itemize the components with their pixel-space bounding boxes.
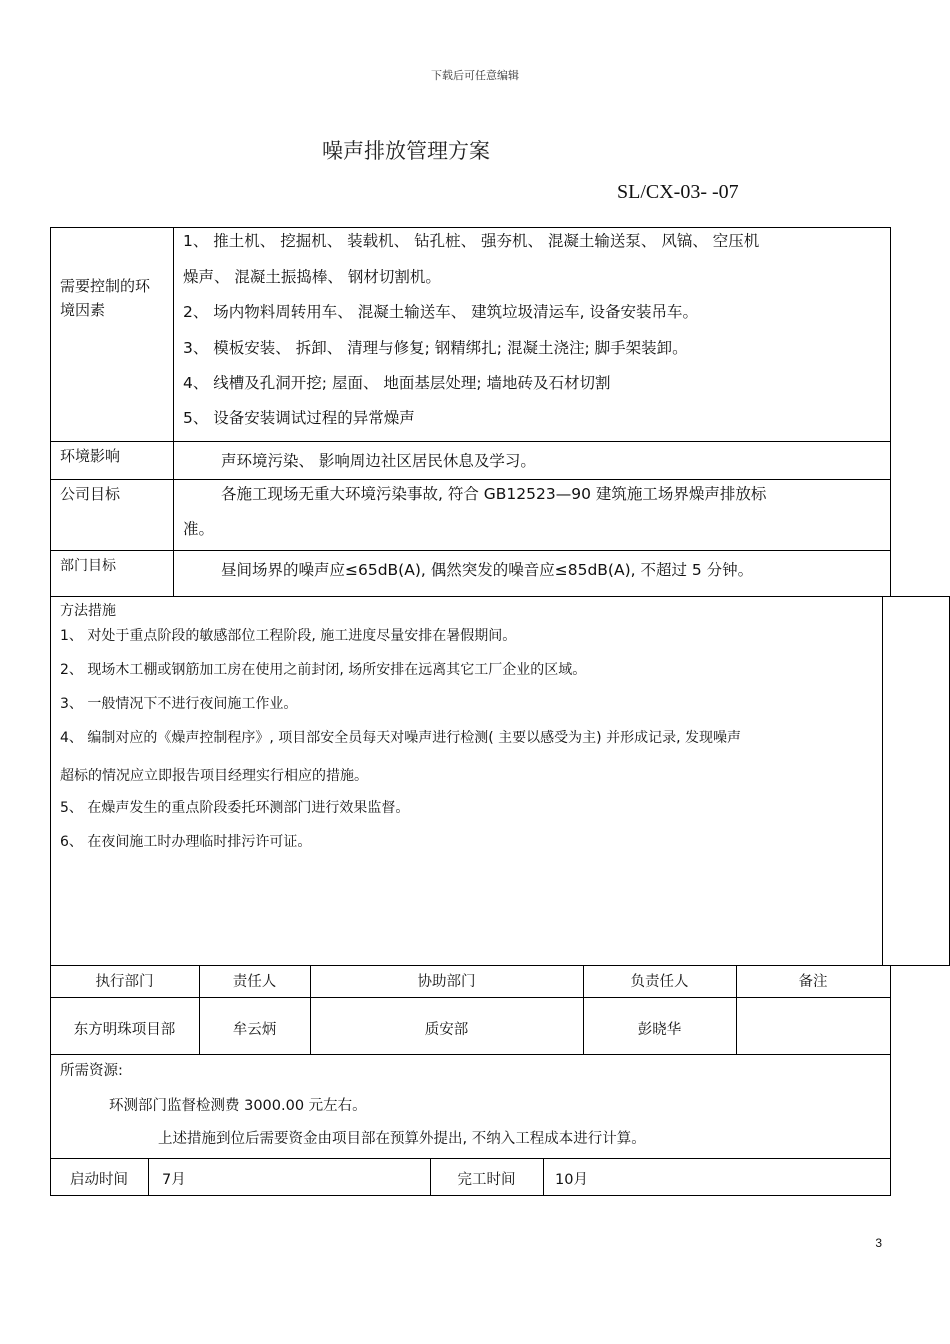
header-person: 责任人 xyxy=(232,974,277,990)
header-responsible: 负责任人 xyxy=(630,974,689,990)
person-value: 牟云炳 xyxy=(232,1022,277,1038)
dept-goal-text: 昼间场界的噪声应≤65dB(A), 偶然突发的噪音应≤85dB(A), 不超过 5 分钟。 xyxy=(221,561,754,579)
end-time-value: 10月 xyxy=(555,1172,588,1188)
start-time-value: 7月 xyxy=(162,1172,186,1188)
header-assist-dept: 协助部门 xyxy=(417,974,476,990)
document-title: 噪声排放管理方案 xyxy=(322,139,490,163)
measure-item: 5、 在燥声发生的重点阶段委托环测部门进行效果监督。 xyxy=(60,800,410,816)
row-divider xyxy=(50,550,891,551)
responsible-value: 彭晓华 xyxy=(637,1022,682,1038)
resources-line: 上述措施到位后需要资金由项目部在预算外提出, 不纳入工程成本进行计算。 xyxy=(158,1131,646,1147)
measure-item: 2、 现场木工棚或钢筋加工房在使用之前封闭, 场所安排在远离其它工厂企业的区域。 xyxy=(60,662,587,678)
row-divider xyxy=(50,1054,891,1055)
company-goal-line: 准。 xyxy=(183,520,215,538)
label-column-divider xyxy=(173,227,174,596)
row-divider xyxy=(50,441,891,442)
row-divider xyxy=(50,997,891,998)
env-factors-label: 需要控制的环境因素 xyxy=(60,277,151,319)
start-time-label: 启动时间 xyxy=(70,1172,128,1188)
assist-dept-value: 质安部 xyxy=(424,1022,469,1038)
row-divider xyxy=(50,1158,891,1159)
env-factor-line: 3、 模板安装、 拆卸、 清理与修复; 钢精绑扎; 混凝土浇注; 脚手架装卸。 xyxy=(183,339,688,357)
company-goal-line: 各施工现场无重大环境污染事故, 符合 GB12523—90 建筑施工场界燥声排放标 xyxy=(221,485,767,503)
exec-dept-value: 东方明珠项目部 xyxy=(73,1022,176,1038)
table-border-right xyxy=(890,965,891,1196)
measures-inner-right-border xyxy=(882,596,883,966)
measure-item: 超标的情况应立即报告项目经理实行相应的措施。 xyxy=(60,768,368,784)
env-impact-label: 环境影响 xyxy=(60,447,121,465)
env-factor-line: 5、 设备安装调试过程的异常燥声 xyxy=(183,409,415,427)
end-time-label: 完工时间 xyxy=(457,1172,516,1188)
col-divider xyxy=(148,1158,149,1195)
row-divider xyxy=(50,596,950,597)
header-exec-dept: 执行部门 xyxy=(95,974,154,990)
measure-item: 6、 在夜间施工时办理临时排污许可证。 xyxy=(60,834,312,850)
resources-line: 环测部门监督检测费 3000.00 元左右。 xyxy=(109,1098,367,1114)
env-factor-line: 4、 线槽及孔洞开挖; 屋面、 地面基层处理; 墙地砖及石材切割 xyxy=(183,374,611,392)
env-factor-line: 1、 推土机、 挖掘机、 装载机、 钻孔桩、 强夯机、 混凝土输送泵、 风镐、 空压机 xyxy=(183,232,760,250)
measure-item: 1、 对处于重点阶段的敏感部位工程阶段, 施工进度尽量安排在暑假期间。 xyxy=(60,628,517,644)
header-note: 下载后可任意编辑 xyxy=(431,69,519,82)
measure-item: 3、 一般情况下不进行夜间施工作业。 xyxy=(60,696,298,712)
measures-label: 方法措施 xyxy=(60,603,116,619)
company-goal-label: 公司目标 xyxy=(60,485,121,503)
col-divider xyxy=(543,1158,544,1195)
table-border-right xyxy=(890,227,891,596)
table-border-bottom xyxy=(50,1195,891,1196)
env-factor-line: 燥声、 混凝土振捣棒、 钢材切割机。 xyxy=(183,268,441,286)
env-factor-line: 2、 场内物料周转用车、 混凝土输送车、 建筑垃圾清运车, 设备安装吊车。 xyxy=(183,303,698,321)
resources-label: 所需资源: xyxy=(60,1063,123,1079)
table-border-left xyxy=(50,227,51,1196)
measures-bottom-border xyxy=(50,965,950,966)
dept-goal-label: 部门目标 xyxy=(60,558,116,574)
document-number: SL/CX-03- -07 xyxy=(617,181,739,203)
page-number: 3 xyxy=(875,1236,882,1250)
measure-item: 4、 编制对应的《燥声控制程序》, 项目部安全员每天对噪声进行检测( 主要以感受为主) 并形成记录, 发现噪声 xyxy=(60,730,741,746)
env-impact-text: 声环境污染、 影响周边社区居民休息及学习。 xyxy=(221,452,536,470)
header-remarks: 备注 xyxy=(798,974,828,990)
